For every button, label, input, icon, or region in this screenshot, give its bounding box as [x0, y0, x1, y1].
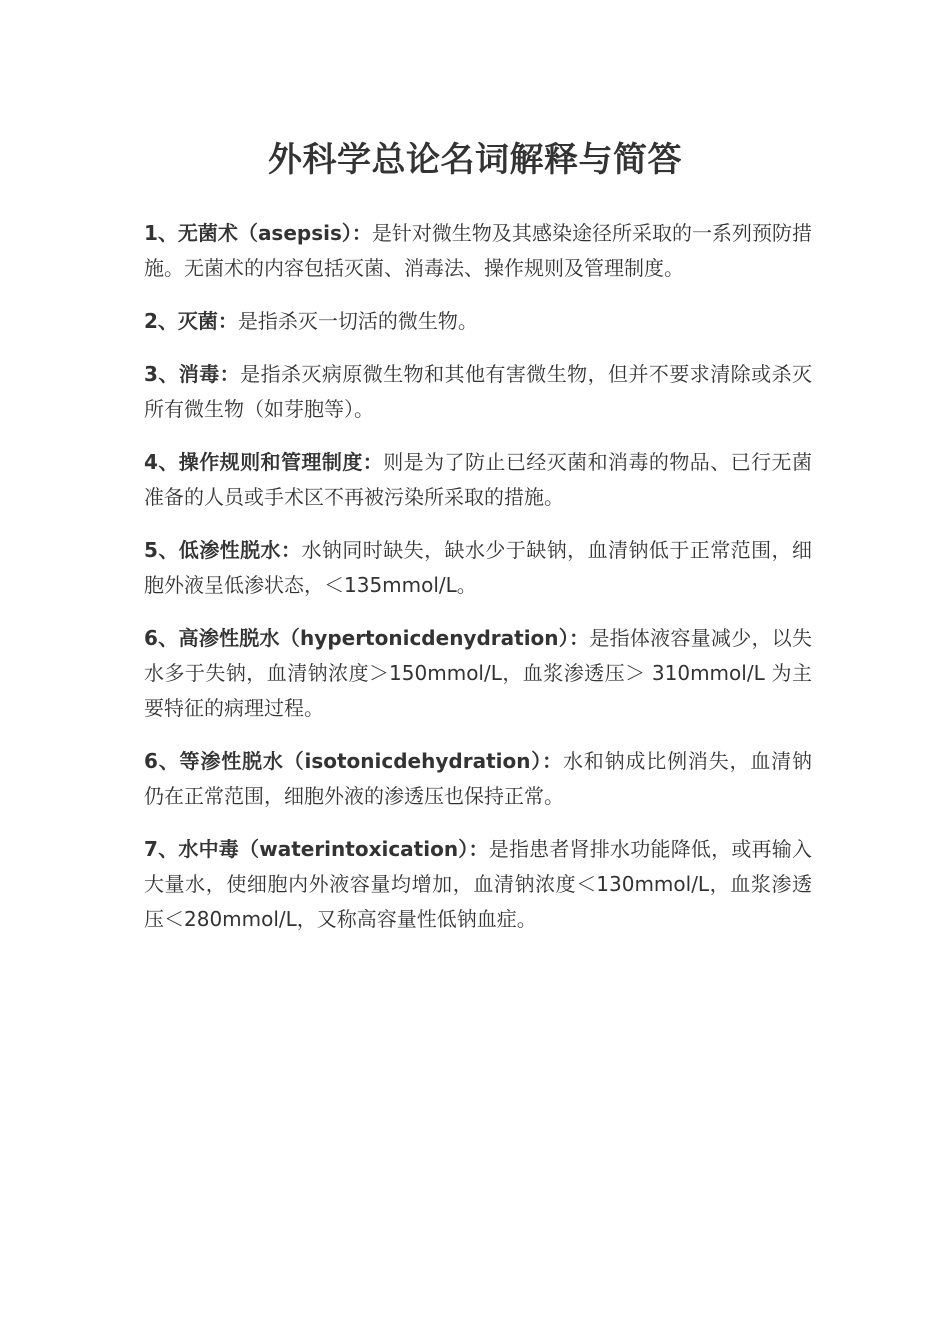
list-item	[144, 621, 812, 726]
entry-definition: 则是为了防止已经灭菌和消毒的物品、已行无菌准备的人员或手术区不再被污染所采取的措施。	[144, 450, 813, 509]
list-item	[144, 445, 812, 515]
list-item	[144, 357, 812, 427]
entry-term: 7、水中毒（waterintoxication）：	[144, 837, 489, 861]
entry-list	[144, 216, 812, 955]
list-item	[144, 744, 812, 814]
entry-term: 2、灭菌：	[144, 309, 238, 333]
entry-definition: 水钠同时缺失，缺水少于缺钠，血清钠低于正常范围，细胞外液呈低渗状态，＜135mmol/L。	[144, 538, 812, 597]
entry-term: 5、低渗性脱水：	[144, 538, 302, 562]
entry-term: 4、操作规则和管理制度：	[144, 450, 384, 474]
entry-term: 6、高渗性脱水（hypertonicdenydration）：	[144, 626, 590, 650]
entry-definition: 是指杀灭病原微生物和其他有害微生物，但并不要求清除或杀灭所有微生物（如芽胞等）。	[144, 362, 813, 421]
entry-definition: 是指杀灭一切活的微生物。	[237, 309, 478, 333]
page-title: 外科学总论名词解释与简答	[268, 140, 682, 180]
entry-term: 1、无菌术（asepsis）：	[144, 221, 372, 245]
entry-definition: 水和钠成比例消失，血清钠仍在正常范围，细胞外液的渗透压也保持正常。	[144, 749, 812, 808]
entry-definition: 是指体液容量减少，以失水多于失钠，血清钠浓度＞150mmol/L，血浆渗透压＞ 310mmol/L 为主要特征的病理过程。	[144, 626, 812, 720]
entry-term: 3、消毒：	[144, 362, 241, 386]
list-item	[144, 216, 812, 286]
entry-definition: 是针对微生物及其感染途径所采取的一系列预防措施。无菌术的内容包括灭菌、消毒法、操作规则及管理制度。	[144, 221, 812, 280]
entry-definition: 是指患者肾排水功能降低，或再输入大量水，使细胞内外液容量均增加，血清钠浓度＜130mmol/L，血浆渗透压＜280mmol/L，又称高容量性低钠血症。	[144, 837, 812, 931]
list-item	[144, 832, 812, 937]
entry-term: 6、等渗性脱水（isotonicdehydration）：	[144, 749, 563, 773]
list-item	[144, 533, 812, 603]
list-item	[144, 304, 812, 339]
